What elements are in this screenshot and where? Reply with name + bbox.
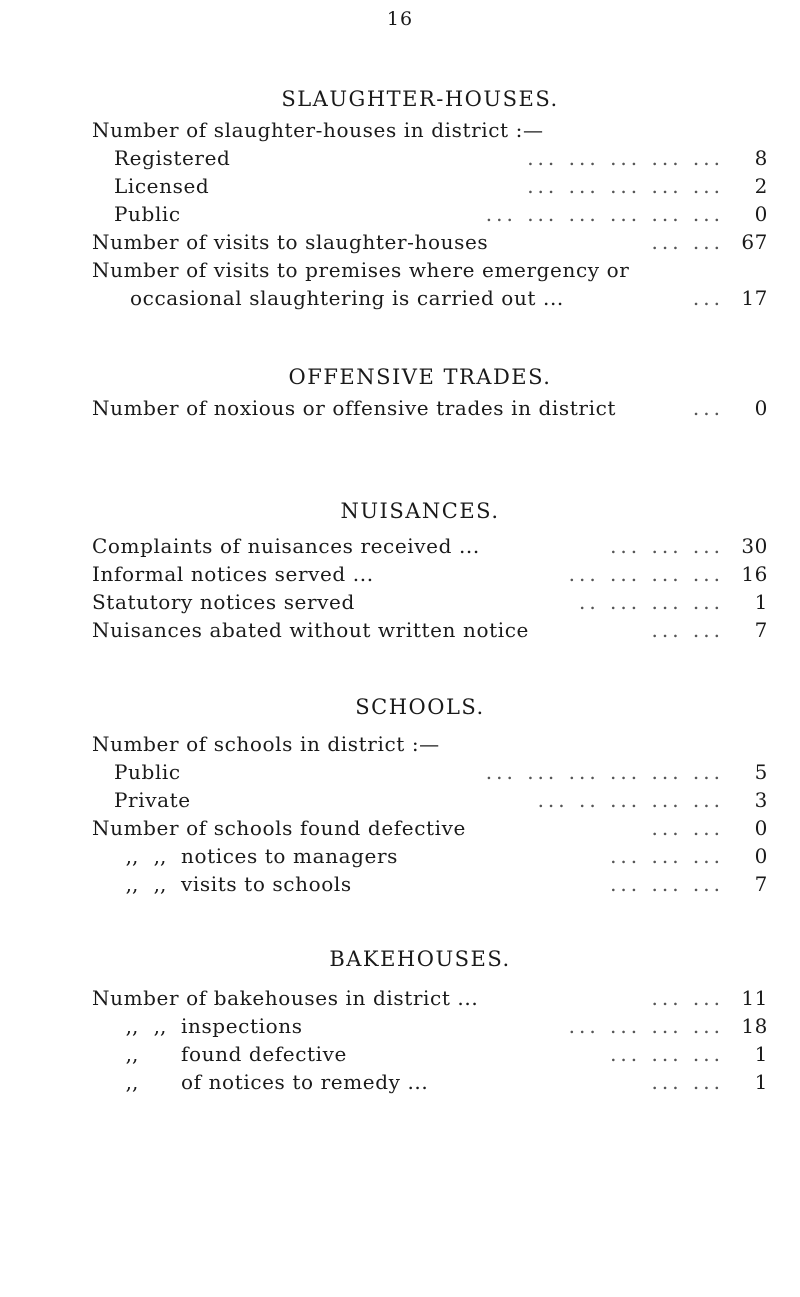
row-informal: Informal notices served ... ... ... ... ... 16	[92, 562, 768, 586]
row-defective-schools: Number of schools found defective ... ... 0	[92, 816, 768, 840]
leader-dots: ... ...	[651, 230, 724, 254]
section-slaughter-houses	[92, 84, 768, 312]
section-title: NUISANCES.	[340, 499, 500, 523]
row-found-defective: ,, found defective ... ... ... 1	[92, 1040, 768, 1068]
ditto-mark: ,,	[125, 844, 139, 868]
row-registered: Registered ... ... ... ... ... 8	[114, 146, 768, 170]
row-visits-schools: ,, ,, visits to schools ... ... ... 7	[92, 870, 768, 898]
row-statutory: Statutory notices served .. ... ... ... 1	[92, 590, 768, 614]
section-bakehouses	[92, 944, 768, 1096]
page-number: 16	[386, 8, 414, 30]
row-abated: Nuisances abated without written notice ... ... 7	[92, 618, 768, 642]
section-title: SLAUGHTER-HOUSES.	[281, 87, 559, 111]
section-schools	[92, 692, 768, 898]
leader-dots: ... ...	[651, 1070, 724, 1094]
ditto-mark: ,,	[153, 872, 167, 896]
section-title: BAKEHOUSES.	[329, 947, 511, 971]
leader-dots: ... ... ... ... ... ...	[485, 760, 724, 784]
ditto-mark: ,,	[125, 1014, 139, 1038]
leader-dots: ... ... ... ... ...	[527, 174, 724, 198]
intro-line: Number of slaughter-houses in district :—	[92, 118, 544, 142]
leader-dots: ... ... ... ... ...	[527, 146, 724, 170]
leader-dots: .. ... ... ...	[578, 590, 724, 614]
section-nuisances	[92, 496, 768, 644]
row-emergency-line1: Number of visits to premises where emergency or	[92, 258, 630, 282]
leader-dots: ... ... ...	[610, 872, 724, 896]
ditto-mark: ,,	[125, 872, 139, 896]
row-visits: Number of visits to slaughter-houses ... ... 67	[92, 230, 768, 254]
leader-dots: ... ...	[651, 986, 724, 1010]
leader-dots: ... ... ...	[610, 534, 724, 558]
leader-dots: ... ... ... ...	[568, 562, 724, 586]
section-title: OFFENSIVE TRADES.	[288, 365, 552, 389]
leader-dots: ...	[692, 396, 724, 420]
intro-line: Number of schools in district :—	[92, 732, 440, 756]
section-offensive-trades	[92, 362, 768, 422]
leader-dots: ... ...	[651, 618, 724, 642]
row-noxious: Number of noxious or offensive trades in district ... 0	[92, 396, 768, 420]
row-complaints: Complaints of nuisances received ... ... ... ... 30	[92, 534, 768, 558]
row-notices-managers: ,, ,, notices to managers ... ... ... 0	[92, 842, 768, 870]
leader-dots: ... ... ... ... ... ...	[485, 202, 724, 226]
row-bakehouses-number: Number of bakehouses in district ... ... ... 11	[92, 986, 768, 1010]
row-public-schools: Public ... ... ... ... ... ... 5	[114, 760, 768, 784]
leader-dots: ... ... ...	[610, 844, 724, 868]
row-licensed: Licensed ... ... ... ... ... 2	[114, 174, 768, 198]
row-public: Public ... ... ... ... ... ... 0	[114, 202, 768, 226]
leader-dots: ... ... ... ...	[568, 1014, 724, 1038]
ditto-mark: ,,	[153, 1014, 167, 1038]
leader-dots: ... .. ... ... ...	[537, 788, 724, 812]
ditto-mark: ,,	[153, 844, 167, 868]
row-emergency-line2: occasional slaughtering is carried out ... ... 17	[130, 286, 768, 310]
leader-dots: ... ...	[651, 816, 724, 840]
row-private-schools: Private ... .. ... ... ... 3	[114, 788, 768, 812]
ditto-mark: ,,	[125, 1070, 139, 1094]
leader-dots: ...	[692, 286, 724, 310]
row-inspections: ,, ,, inspections ... ... ... ... 18	[92, 1012, 768, 1040]
section-title: SCHOOLS.	[355, 695, 485, 719]
leader-dots: ... ... ...	[610, 1042, 724, 1066]
row-notices-remedy: ,, of notices to remedy ... ... ... 1	[92, 1068, 768, 1096]
ditto-mark: ,,	[125, 1042, 139, 1066]
